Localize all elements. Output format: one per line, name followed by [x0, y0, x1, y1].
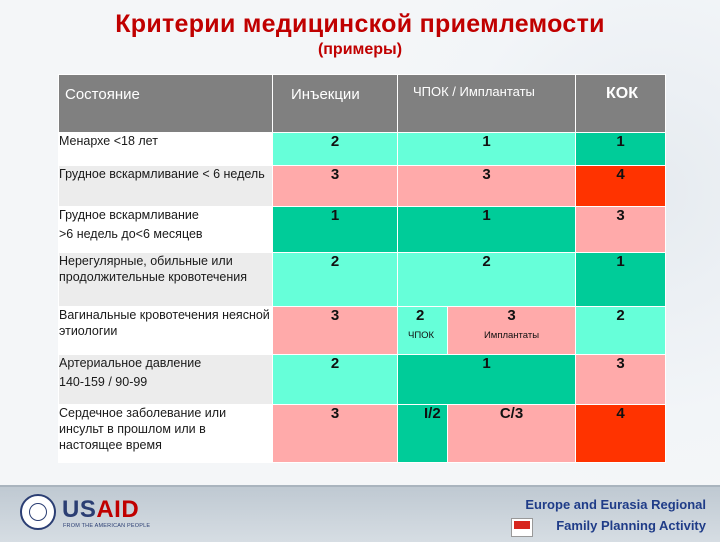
- injections-value: 2: [273, 133, 398, 166]
- implant-label: Имплантаты: [483, 330, 540, 341]
- pop-implants-value: 3: [398, 166, 576, 207]
- injections-value: 3: [273, 307, 398, 355]
- jsi-logo-icon: [511, 518, 533, 537]
- condition-line: Артериальное давление: [59, 356, 202, 370]
- pop-implants-value: 2: [398, 253, 576, 307]
- coc-value: 4: [576, 166, 666, 207]
- usaid-logo: [20, 494, 160, 530]
- injections-value: 1: [273, 207, 398, 253]
- program-name-line2: Family Planning Activity: [556, 518, 706, 533]
- implant-value-cell: [448, 307, 576, 355]
- coc-value: 1: [576, 133, 666, 166]
- condition-line: 140-159 / 90-99: [59, 375, 148, 389]
- eligibility-table: [58, 74, 666, 463]
- condition-cell: Грудное вскармливание < 6 недель: [59, 166, 273, 207]
- table-row: [59, 253, 666, 307]
- injections-value: 3: [273, 166, 398, 207]
- pop-implants-value: 1: [398, 207, 576, 253]
- pop-value: 2: [416, 307, 425, 324]
- injections-value: 2: [273, 253, 398, 307]
- implant-value: 3: [507, 307, 516, 324]
- page-subtitle: (примеры): [317, 41, 403, 58]
- usaid-wordmark: [62, 496, 139, 524]
- condition-cell: Вагинальные кровотечения неясной этиологии: [59, 307, 273, 355]
- condition-cell: Нерегулярные, обильные или продолжительные кровотечения: [59, 253, 273, 307]
- page-title: Критерии медицинской приемлемости: [115, 10, 605, 38]
- pop-label: ЧПОК: [408, 330, 435, 341]
- program-name-line1: Europe and Eurasia Regional: [525, 497, 706, 512]
- header-condition: Состояние: [59, 75, 273, 133]
- header-coc: КОК: [576, 75, 666, 133]
- coc-value: 2: [576, 307, 666, 355]
- condition-cell: Сердечное заболевание или инсульт в прошлом или в настоящее время: [59, 405, 273, 463]
- condition-line: Грудное вскармливание: [59, 208, 199, 222]
- pop-implants-value: 1: [398, 355, 576, 405]
- pop-implants-value: 1: [398, 133, 576, 166]
- table-header-row: [59, 75, 666, 133]
- coc-value: 3: [576, 355, 666, 405]
- table-row: [59, 133, 666, 166]
- header-injections: Инъекции: [273, 75, 398, 133]
- table-row: [59, 166, 666, 207]
- condition-cell: [59, 207, 273, 253]
- table-row: [59, 355, 666, 405]
- table-row: [59, 207, 666, 253]
- pop-value: I/2: [398, 405, 448, 463]
- injections-value: 2: [273, 355, 398, 405]
- condition-cell: [59, 355, 273, 405]
- implant-value: C/3: [448, 405, 576, 463]
- coc-value: 3: [576, 207, 666, 253]
- header-pop-implants: ЧПОК / Имплантаты: [398, 75, 576, 133]
- pop-value-cell: [398, 307, 448, 355]
- injections-value: 3: [273, 405, 398, 463]
- usaid-seal-icon: [20, 494, 56, 530]
- coc-value: 4: [576, 405, 666, 463]
- coc-value: 1: [576, 253, 666, 307]
- usaid-wordmark-aid: AID: [96, 496, 140, 523]
- table-row: [59, 307, 666, 355]
- usaid-wordmark-us: US: [62, 496, 97, 523]
- condition-cell: Менархе <18 лет: [59, 133, 273, 166]
- usaid-tagline: FROM THE AMERICAN PEOPLE: [63, 523, 151, 529]
- table-row: [59, 405, 666, 463]
- condition-line: >6 недель до<6 месяцев: [59, 227, 203, 241]
